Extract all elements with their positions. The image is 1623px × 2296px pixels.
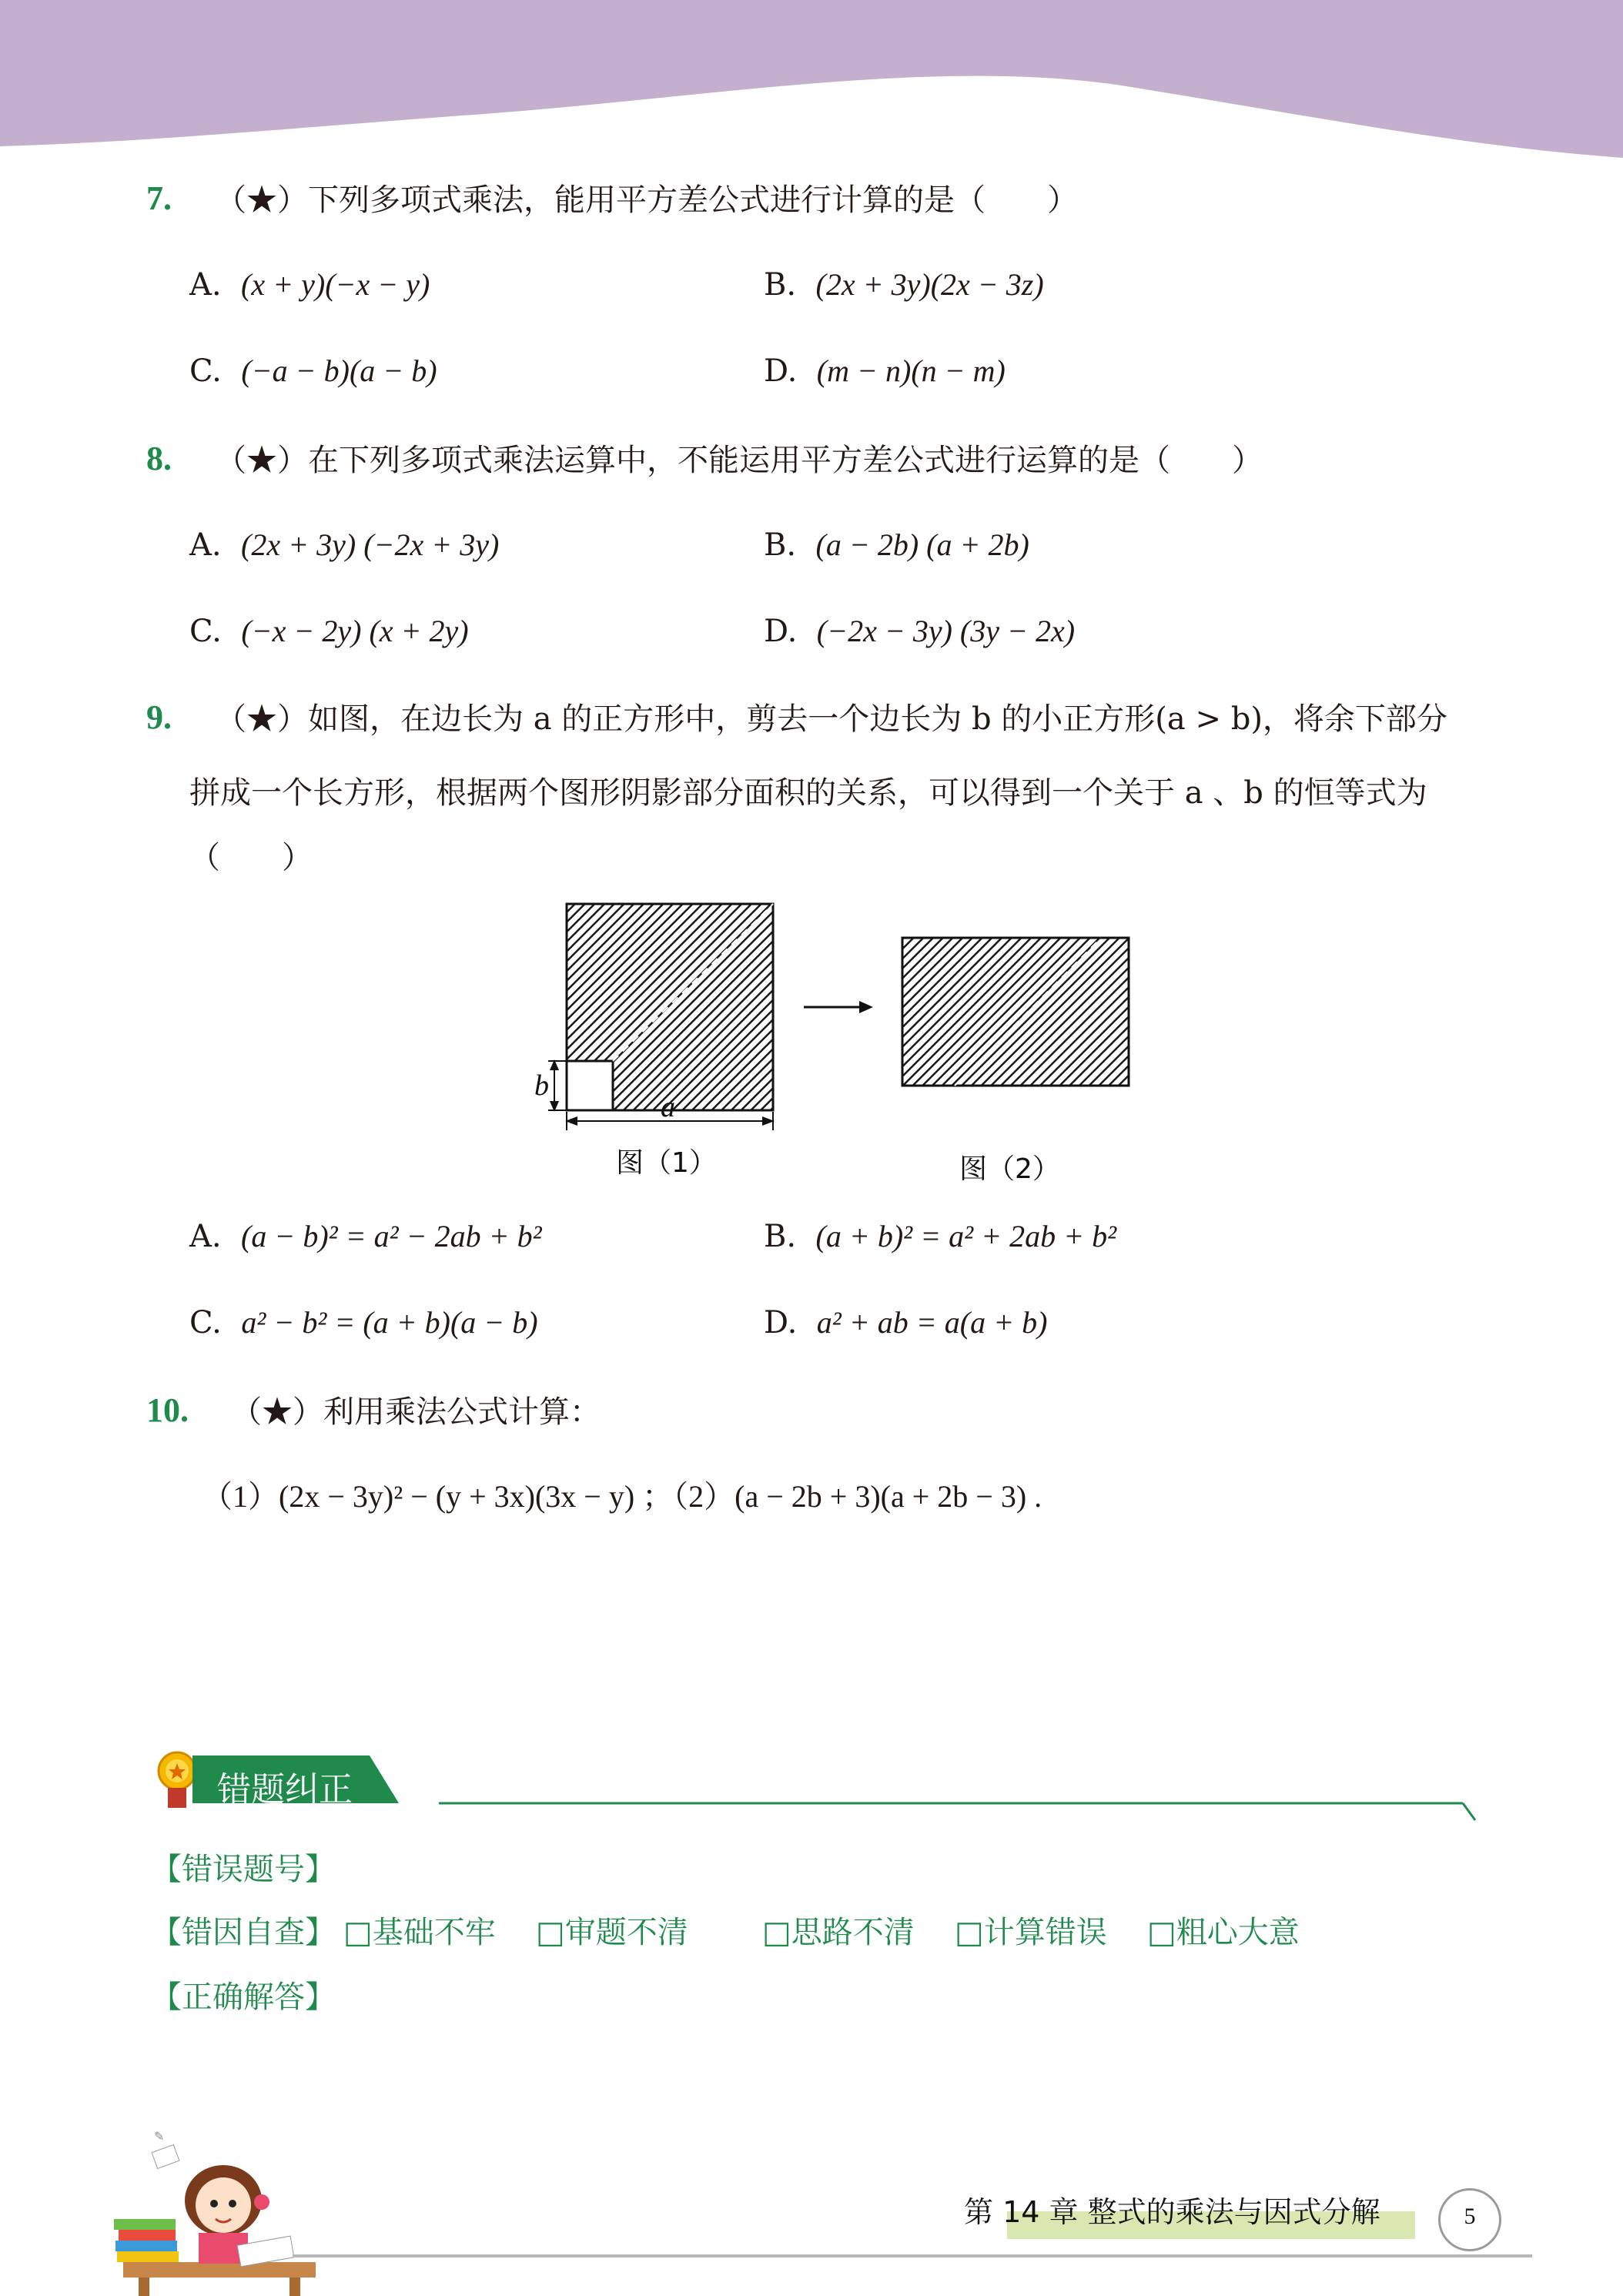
cause-basic-checkbox[interactable]: □基础不牢	[343, 1915, 496, 1950]
question-9-number: 9.	[146, 698, 172, 736]
svg-text:✎: ✎	[154, 2129, 165, 2144]
question-8-text: （★）在下列多项式乘法运算中，不能运用平方差公式进行运算的是（ ）	[216, 443, 1263, 478]
footer-rule	[293, 2254, 1532, 2258]
question-7-number: 7.	[146, 179, 172, 217]
q7-option-d: D. (m − n)(n − m)	[764, 353, 1006, 389]
cause-reading-checkbox[interactable]: □审题不清	[536, 1915, 688, 1950]
cause-thinking-checkbox[interactable]: □思路不清	[762, 1915, 915, 1950]
cause-careless-checkbox[interactable]: □粗心大意	[1147, 1915, 1300, 1950]
q9-option-b: B. (a + b)² = a² + 2ab + b²	[764, 1219, 1117, 1254]
question-8-number: 8.	[146, 440, 172, 477]
figure-2-rectangle	[902, 938, 1129, 1086]
figure-1-caption: 图（1）	[616, 1147, 717, 1179]
q7-option-a: A. (x + y)(−x − y)	[189, 267, 430, 303]
q9-option-d: D. a² + ab = a(a + b)	[764, 1305, 1048, 1340]
page-number: 5	[1464, 2204, 1476, 2229]
question-10-text: （★）利用乘法公式计算：	[231, 1394, 601, 1430]
footer-chapter-title: 第 14 章 整式的乘法与因式分解	[964, 2195, 1380, 2229]
question-9-figure	[524, 885, 1170, 1193]
correction-title: 错题纠正	[217, 1770, 353, 1809]
header-wave	[0, 0, 1623, 169]
figure-2-caption: 图（2）	[959, 1153, 1060, 1185]
dimension-b-arrow	[548, 1059, 567, 1112]
q8-option-c: C. (−x − 2y) (x + 2y)	[189, 614, 469, 649]
question-9-line-2: 拼成一个长方形，根据两个图形阴影部分面积的关系，可以得到一个关于 a 、b 的恒等式为	[189, 775, 1427, 811]
transform-arrow	[804, 1001, 873, 1013]
wrong-question-number-label: 【错误题号】	[151, 1852, 336, 1887]
q8-option-b: B. (a − 2b) (a + 2b)	[764, 527, 1029, 563]
figure-1-square	[567, 904, 773, 1110]
label-a: a	[661, 1091, 675, 1123]
q8-option-a: A. (2x + 3y) (−2x + 3y)	[189, 527, 500, 563]
question-7-text: （★）下列多项式乘法，能用平方差公式进行计算的是（ ）	[216, 182, 1078, 218]
question-9-answer-blank: （ ）	[189, 840, 313, 875]
q9-option-c: C. a² − b² = (a + b)(a − b)	[189, 1305, 538, 1340]
q9-option-a: A. (a − b)² = a² − 2ab + b²	[189, 1219, 542, 1254]
correct-answer-label: 【正确解答】	[151, 1980, 336, 2015]
question-9-line-1: （★）如图，在边长为 a 的正方形中，剪去一个边长为 b 的小正方形(a > b)，将余下部分	[216, 701, 1447, 737]
q7-option-b: B. (2x + 3y)(2x − 3z)	[764, 267, 1044, 303]
cause-calculation-checkbox[interactable]: □计算错误	[955, 1915, 1107, 1950]
error-cause-label: 【错因自查】	[151, 1915, 336, 1950]
q7-option-c: C. (−a − b)(a − b)	[189, 353, 437, 389]
section-divider-line	[431, 1794, 1478, 1825]
question-10-subtext: （1）(2x − 3y)² − (y + 3x)(3x − y) ；（2）(a − 2b + 3)(a + 2b − 3) .	[202, 1479, 1042, 1514]
girl-reading-illustration	[108, 2125, 323, 2296]
label-b: b	[534, 1069, 549, 1102]
q8-option-d: D. (−2x − 3y) (3y − 2x)	[764, 614, 1076, 649]
question-10-number: 10.	[146, 1391, 189, 1429]
